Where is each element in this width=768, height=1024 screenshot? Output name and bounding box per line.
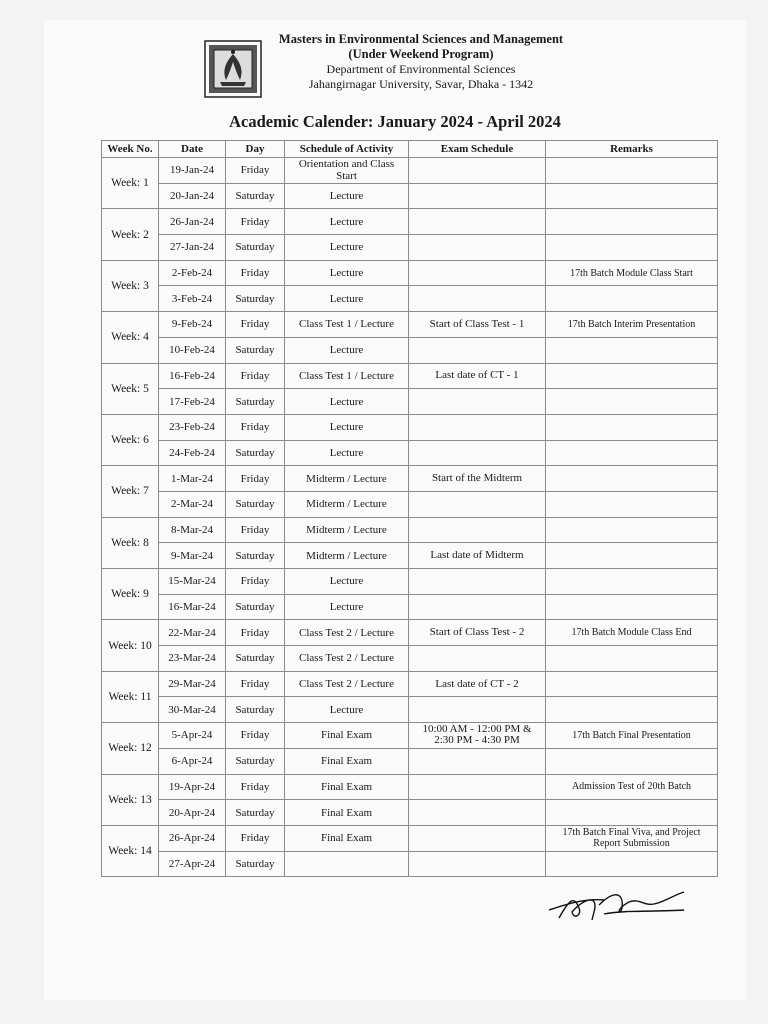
activity-cell: Lecture [285, 389, 409, 415]
activity-cell: Lecture [285, 337, 409, 363]
week-cell: Week: 1 [102, 158, 159, 209]
day-cell: Saturday [226, 800, 285, 826]
date-cell: 2-Mar-24 [159, 491, 226, 517]
day-cell: Saturday [226, 491, 285, 517]
week-cell: Week: 2 [102, 209, 159, 260]
remarks-cell [546, 158, 718, 184]
activity-cell: Final Exam [285, 825, 409, 851]
activity-cell: Class Test 2 / Lecture [285, 620, 409, 646]
activity-cell: Lecture [285, 569, 409, 595]
remarks-cell [546, 569, 718, 595]
exam-cell [409, 517, 546, 543]
week-cell: Week: 8 [102, 517, 159, 568]
university-address: Jahangirnagar University, Savar, Dhaka - 1342 [308, 77, 534, 91]
table-row [102, 800, 718, 826]
table-row [102, 158, 718, 184]
date-cell: 23-Feb-24 [159, 414, 226, 440]
date-cell: 20-Apr-24 [159, 800, 226, 826]
table-row [102, 209, 718, 235]
day-cell: Saturday [226, 646, 285, 672]
date-cell: 19-Apr-24 [159, 774, 226, 800]
day-cell: Friday [226, 158, 285, 184]
day-cell: Friday [226, 209, 285, 235]
exam-cell [409, 800, 546, 826]
program-subtitle: (Under Weekend Program) [348, 47, 494, 61]
week-cell: Week: 3 [102, 260, 159, 311]
activity-cell: Class Test 2 / Lecture [285, 671, 409, 697]
table-row [102, 363, 718, 389]
activity-cell: Lecture [285, 209, 409, 235]
date-cell: 27-Jan-24 [159, 235, 226, 261]
remarks-cell [546, 235, 718, 261]
column-header-week: Week No. [102, 141, 159, 158]
activity-cell: Orientation and Class Start [285, 158, 409, 184]
remarks-cell [546, 594, 718, 620]
column-header-day: Day [226, 141, 285, 158]
date-cell: 29-Mar-24 [159, 671, 226, 697]
date-cell: 1-Mar-24 [159, 466, 226, 492]
table-row [102, 491, 718, 517]
activity-cell: Lecture [285, 260, 409, 286]
exam-cell [409, 260, 546, 286]
day-cell: Friday [226, 671, 285, 697]
day-cell: Friday [226, 414, 285, 440]
date-cell: 9-Mar-24 [159, 543, 226, 569]
exam-cell [409, 235, 546, 261]
table-row [102, 337, 718, 363]
activity-cell: Class Test 1 / Lecture [285, 363, 409, 389]
day-cell: Friday [226, 260, 285, 286]
table-row [102, 723, 718, 749]
table-row [102, 594, 718, 620]
activity-cell: Lecture [285, 697, 409, 723]
table-row [102, 697, 718, 723]
activity-cell: Final Exam [285, 748, 409, 774]
remarks-cell [546, 337, 718, 363]
activity-cell: Midterm / Lecture [285, 543, 409, 569]
activity-cell: Midterm / Lecture [285, 491, 409, 517]
exam-cell [409, 851, 546, 877]
day-cell: Saturday [226, 851, 285, 877]
day-cell: Friday [226, 466, 285, 492]
exam-cell: Last date of CT - 1 [409, 363, 546, 389]
document-page [44, 20, 746, 1000]
remarks-cell [546, 697, 718, 723]
day-cell: Saturday [226, 748, 285, 774]
activity-cell: Final Exam [285, 774, 409, 800]
week-cell: Week: 4 [102, 312, 159, 363]
exam-cell [409, 774, 546, 800]
table-row [102, 440, 718, 466]
table-row [102, 774, 718, 800]
table-row [102, 414, 718, 440]
week-cell: Week: 5 [102, 363, 159, 414]
date-cell: 30-Mar-24 [159, 697, 226, 723]
day-cell: Saturday [226, 183, 285, 209]
activity-cell: Final Exam [285, 800, 409, 826]
table-body [102, 158, 718, 877]
table-row [102, 569, 718, 595]
table-row [102, 543, 718, 569]
activity-cell: Class Test 1 / Lecture [285, 312, 409, 338]
remarks-cell [546, 671, 718, 697]
column-header-activity: Schedule of Activity [285, 141, 409, 158]
exam-cell [409, 825, 546, 851]
date-cell: 24-Feb-24 [159, 440, 226, 466]
exam-cell: 10:00 AM - 12:00 PM & 2:30 PM - 4:30 PM [409, 723, 546, 749]
department-name: Department of Environmental Sciences [326, 62, 516, 76]
date-cell: 2-Feb-24 [159, 260, 226, 286]
exam-cell [409, 569, 546, 595]
exam-cell [409, 209, 546, 235]
signature-icon [544, 880, 694, 930]
table-row [102, 646, 718, 672]
date-cell: 26-Apr-24 [159, 825, 226, 851]
day-cell: Saturday [226, 440, 285, 466]
table-row [102, 389, 718, 415]
exam-cell: Last date of CT - 2 [409, 671, 546, 697]
week-cell: Week: 9 [102, 569, 159, 620]
remarks-cell: Admission Test of 20th Batch [546, 774, 718, 800]
table-row [102, 312, 718, 338]
week-cell: Week: 6 [102, 414, 159, 465]
document-header [44, 32, 746, 112]
remarks-cell: 17th Batch Final Presentation [546, 723, 718, 749]
date-cell: 20-Jan-24 [159, 183, 226, 209]
activity-cell: Final Exam [285, 723, 409, 749]
remarks-cell: 17th Batch Module Class Start [546, 260, 718, 286]
exam-cell [409, 748, 546, 774]
column-header-exam: Exam Schedule [409, 141, 546, 158]
exam-cell [409, 183, 546, 209]
table-row [102, 748, 718, 774]
activity-cell: Lecture [285, 286, 409, 312]
day-cell: Saturday [226, 286, 285, 312]
date-cell: 16-Mar-24 [159, 594, 226, 620]
header-text [266, 32, 576, 92]
week-cell: Week: 7 [102, 466, 159, 517]
remarks-cell [546, 491, 718, 517]
table-row [102, 620, 718, 646]
day-cell: Friday [226, 620, 285, 646]
activity-cell: Lecture [285, 235, 409, 261]
date-cell: 23-Mar-24 [159, 646, 226, 672]
remarks-cell [546, 209, 718, 235]
day-cell: Friday [226, 517, 285, 543]
week-cell: Week: 10 [102, 620, 159, 671]
exam-cell [409, 337, 546, 363]
date-cell: 5-Apr-24 [159, 723, 226, 749]
activity-cell: Lecture [285, 594, 409, 620]
exam-cell [409, 594, 546, 620]
day-cell: Saturday [226, 594, 285, 620]
remarks-cell: 17th Batch Final Viva, and Project Report Submission [546, 825, 718, 851]
day-cell: Friday [226, 312, 285, 338]
date-cell: 9-Feb-24 [159, 312, 226, 338]
exam-cell [409, 158, 546, 184]
table-row [102, 183, 718, 209]
activity-cell: Class Test 2 / Lecture [285, 646, 409, 672]
academic-calendar-table [101, 140, 718, 877]
activity-cell: Lecture [285, 440, 409, 466]
week-cell: Week: 13 [102, 774, 159, 825]
exam-cell [409, 697, 546, 723]
day-cell: Saturday [226, 697, 285, 723]
date-cell: 17-Feb-24 [159, 389, 226, 415]
day-cell: Friday [226, 723, 285, 749]
remarks-cell [546, 543, 718, 569]
remarks-cell [546, 466, 718, 492]
remarks-cell [546, 389, 718, 415]
week-cell: Week: 14 [102, 825, 159, 876]
remarks-cell: 17th Batch Module Class End [546, 620, 718, 646]
activity-cell: Midterm / Lecture [285, 466, 409, 492]
remarks-cell [546, 414, 718, 440]
calendar-title: Academic Calender: January 2024 - April 2024 [229, 112, 561, 131]
activity-cell: Midterm / Lecture [285, 517, 409, 543]
date-cell: 6-Apr-24 [159, 748, 226, 774]
remarks-cell [546, 646, 718, 672]
date-cell: 22-Mar-24 [159, 620, 226, 646]
program-title: Masters in Environmental Sciences and Management [278, 32, 564, 46]
table-row [102, 825, 718, 851]
table-row [102, 517, 718, 543]
week-cell: Week: 11 [102, 671, 159, 722]
table-row [102, 260, 718, 286]
remarks-cell [546, 517, 718, 543]
remarks-cell [546, 440, 718, 466]
exam-cell [409, 646, 546, 672]
day-cell: Saturday [226, 389, 285, 415]
table-row [102, 851, 718, 877]
university-logo-icon [204, 40, 262, 98]
remarks-cell [546, 363, 718, 389]
date-cell: 27-Apr-24 [159, 851, 226, 877]
exam-cell: Start of the Midterm [409, 466, 546, 492]
day-cell: Saturday [226, 337, 285, 363]
date-cell: 3-Feb-24 [159, 286, 226, 312]
activity-cell: Lecture [285, 183, 409, 209]
date-cell: 8-Mar-24 [159, 517, 226, 543]
exam-cell: Start of Class Test - 1 [409, 312, 546, 338]
day-cell: Friday [226, 363, 285, 389]
exam-cell [409, 491, 546, 517]
column-header-remarks: Remarks [546, 141, 718, 158]
day-cell: Friday [226, 825, 285, 851]
day-cell: Saturday [226, 235, 285, 261]
date-cell: 15-Mar-24 [159, 569, 226, 595]
day-cell: Friday [226, 569, 285, 595]
week-cell: Week: 12 [102, 723, 159, 774]
exam-cell: Start of Class Test - 2 [409, 620, 546, 646]
activity-cell [285, 851, 409, 877]
day-cell: Friday [226, 774, 285, 800]
date-cell: 16-Feb-24 [159, 363, 226, 389]
activity-cell: Lecture [285, 414, 409, 440]
remarks-cell [546, 183, 718, 209]
table-row [102, 286, 718, 312]
day-cell: Saturday [226, 543, 285, 569]
date-cell: 10-Feb-24 [159, 337, 226, 363]
remarks-cell: 17th Batch Interim Presentation [546, 312, 718, 338]
remarks-cell [546, 286, 718, 312]
exam-cell [409, 286, 546, 312]
table-row [102, 466, 718, 492]
date-cell: 26-Jan-24 [159, 209, 226, 235]
column-header-date: Date [159, 141, 226, 158]
exam-cell: Last date of Midterm [409, 543, 546, 569]
table-header-row [102, 141, 718, 158]
exam-cell [409, 414, 546, 440]
exam-cell [409, 440, 546, 466]
table-row [102, 235, 718, 261]
remarks-cell [546, 748, 718, 774]
date-cell: 19-Jan-24 [159, 158, 226, 184]
table-row [102, 671, 718, 697]
exam-cell [409, 389, 546, 415]
remarks-cell [546, 800, 718, 826]
remarks-cell [546, 851, 718, 877]
